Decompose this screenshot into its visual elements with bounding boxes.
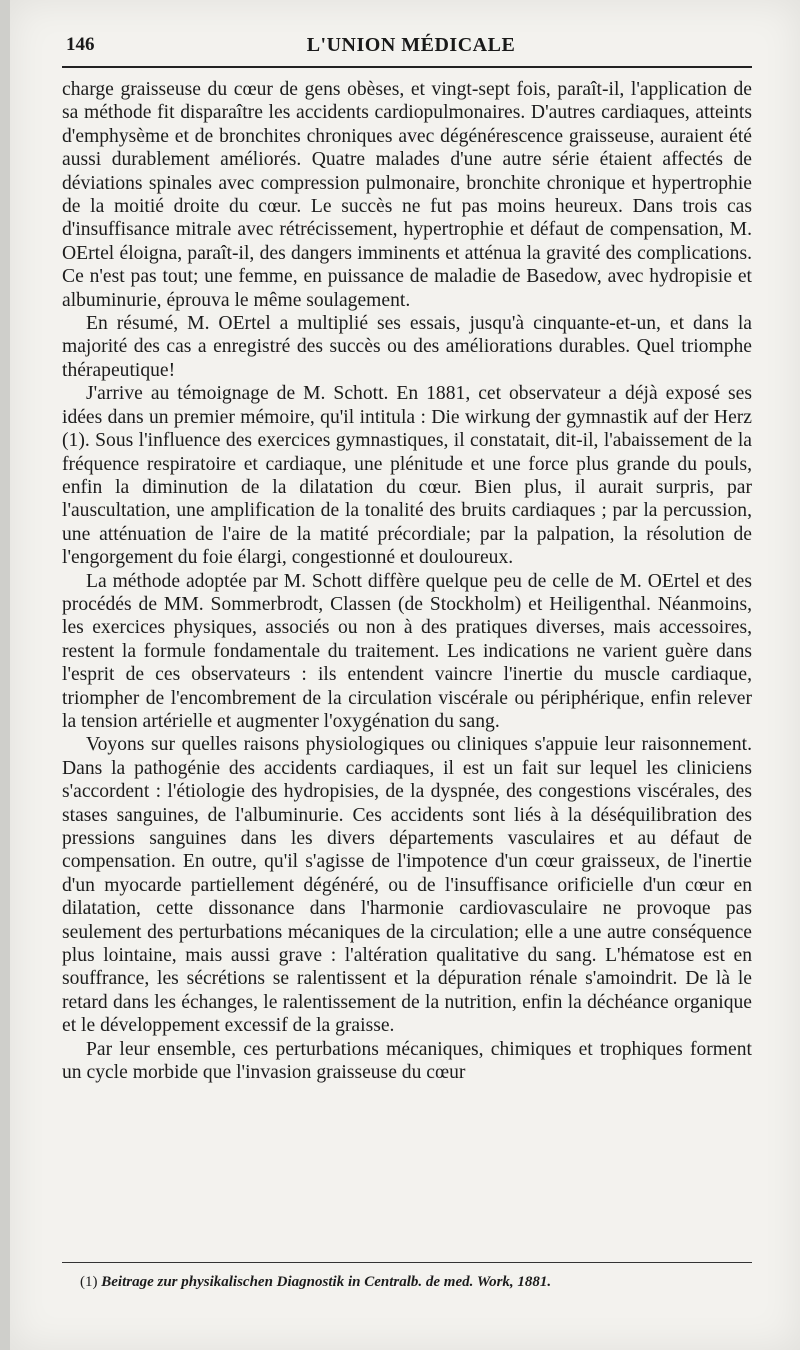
header-rule <box>62 66 752 68</box>
paragraph-1: charge graisseuse du cœur de gens obèses, et vingt-sept fois, paraît-il, l'application de sa méthode fit disparaître les accidents cardiopulmonaires. D'autres cardiaques, atteints d'emphysème et de bronchites chroniques avec dégénérescence graisseuse, auraient été aussi durablement améliorés. Quatre malades d'une autre série étaient affectés de déviations spinales avec compression pulmonaire, bronchite chronique et hypertrophie de la moitié droite du cœur. Le succès ne fut pas moins heureux. Dans trois cas d'insuffisance mitrale avec rétrécissement, hypertrophie et défaut de compensation, M. OErtel éloigna, paraît-il, des dangers imminents et atténua la gravité des complications. Ce n'est pas tout; une femme, en puissance de maladie de Basedow, avec hydropisie et albuminurie, éprouva le même soulagement. <box>62 79 752 311</box>
page-number: 146 <box>66 34 95 55</box>
paragraph-3: J'arrive au témoignage de M. Schott. En 1881, cet observateur a déjà exposé ses idées dans un premier mémoire, qu'il intitula : Die wirkung der gymnastik auf der Herz (1). Sous l'influence des exercices gymnastiques, il constatait, dit-il, l'abaissement de la fréquence respiratoire et cardiaque, une plénitude et une force plus grande du pouls, enfin la diminution de la dilatation du cœur. Bien plus, il aurait surpris, par l'auscultation, une amplification de la tonalité des bruits cardiaques ; par la percussion, une atténuation de l'aire de la matité précordiale; par la palpation, la résolution de l'engorgement du foie élargi, congestionné et douloureux. <box>62 383 752 569</box>
paragraph-6: Par leur ensemble, ces perturbations mécaniques, chimiques et trophiques forment un cycle morbide que l'invasion graisseuse du cœur <box>62 1038 752 1084</box>
paragraph-4: La méthode adoptée par M. Schott diffère quelque peu de celle de M. OErtel et des procédés de MM. Sommerbrodt, Classen (de Stockholm) et Heiligenthal. Néanmoins, les exercices physiques, associés ou non à des pratiques diverses, mais accessoires, restent la formule fondamentale du traitement. Les indications ne varient guère dans l'esprit de ces observateurs : ils entendent vaincre l'inertie du muscle cardiaque, triompher de l'encombrement de la circulation viscérale ou périphérique, enfin relever la tension artérielle et augmenter l'oxygénation du sang. <box>62 570 752 732</box>
article-body <box>62 78 752 1084</box>
journal-title: L'UNION MÉDICALE <box>306 34 516 56</box>
page-header <box>66 32 756 62</box>
paragraph-5: Voyons sur quelles raisons physiologiques ou cliniques s'appuie leur raisonnement. Dans la pathogénie des accidents cardiaques, il est un fait sur lequel les cliniciens s'accordent : l'étiologie des hydropisies, de la dyspnée, des congestions viscérales, des stases sanguines, de l'albuminurie. Ces accidents sont liés à la déséquilibration des pressions sanguines dans les divers départements vasculaires et au défaut de compensation. En outre, qu'il s'agisse de l'impotence d'un cœur graisseux, de l'inertie d'un myocarde partiellement dégénéré, ou de l'insuffisance orificielle d'un cœur en dilatation, cette dissonance dans l'harmonie cardiovasculaire ne provoque pas seulement des perturbations mécaniques de la circulation; elle a une autre conséquence plus lointaine, mais aussi grave : l'altération qualitative du sang. L'hématose est en souffrance, les sécrétions se ralentissent et la dépuration rénale s'amoindrit. De là le retard dans les échanges, le ralentissement de la nutrition, enfin la déchéance organique et le développement excessif de la graisse. <box>62 734 752 1037</box>
footnote-marker: (1) <box>80 1274 98 1290</box>
footnote-text: Beitrage zur physikalischen Diagnostik in Centralb. de med. Work, 1881. <box>101 1274 552 1290</box>
paragraph-2: En résumé, M. OErtel a multiplié ses essais, jusqu'à cinquante-et-un, et dans la majorité des cas a enregistré des succès ou des améliorations durables. Quel triomphe thérapeutique! <box>62 313 752 381</box>
footnote-rule <box>62 1262 752 1263</box>
footnote <box>80 1274 752 1291</box>
